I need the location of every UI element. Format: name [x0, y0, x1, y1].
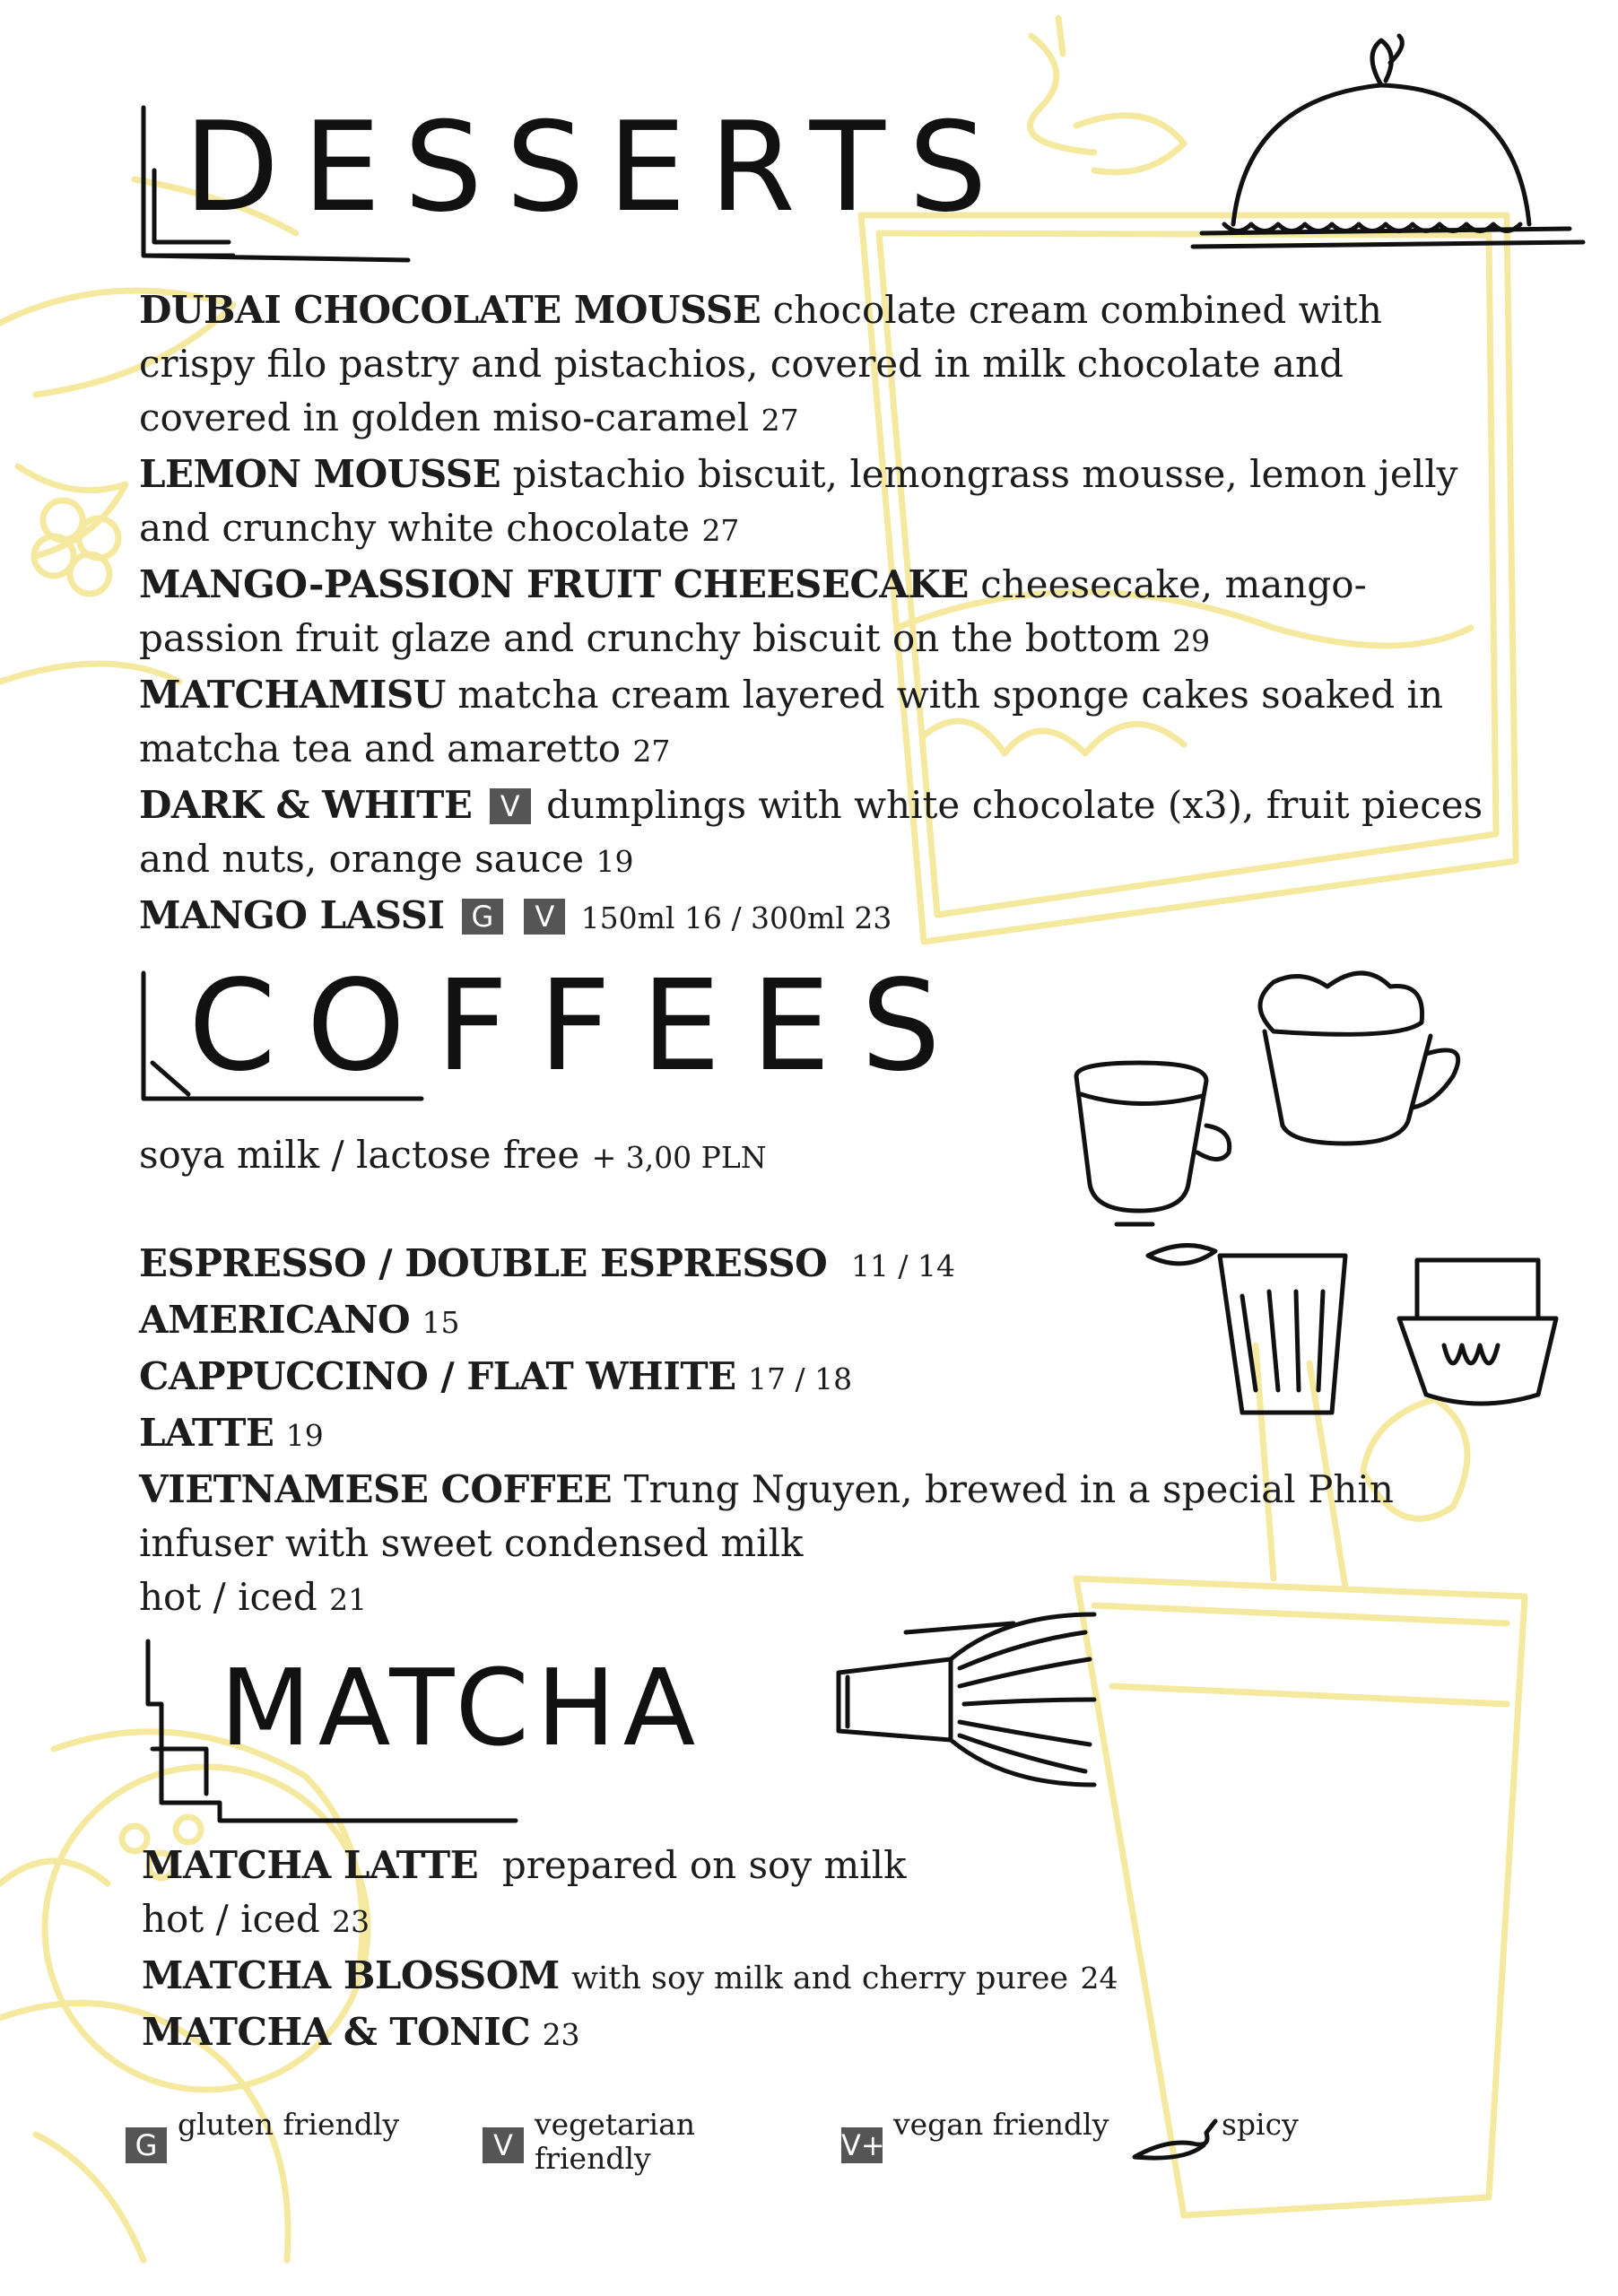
item-name: MANGO LASSI: [139, 893, 445, 937]
item-description: prepared on soy milk: [501, 1843, 907, 1887]
legend-label: vegetarian friendly: [535, 2107, 696, 2176]
item-name: AMERICANO: [139, 1298, 411, 1342]
list-item: [139, 889, 1502, 945]
item-price: 15: [422, 1305, 460, 1340]
item-price: 27: [761, 403, 799, 438]
vegetarian-badge: V: [483, 2127, 524, 2163]
list-item: [142, 2005, 1442, 2062]
note-price: + 3,00 PLN: [591, 1140, 767, 1175]
legend-label: spicy: [1222, 2107, 1299, 2142]
list-item: [139, 1406, 1440, 1463]
item-price: 17 / 18: [748, 1361, 853, 1396]
item-price: 21: [329, 1582, 368, 1617]
item-variant: hot / iced: [139, 1575, 318, 1619]
coffees-heading: COFFEES: [188, 953, 971, 1100]
legend-label: vegan friendly: [893, 2107, 1109, 2142]
note-text: soya milk / lactose free: [139, 1133, 580, 1177]
item-name: DARK & WHITE: [139, 783, 473, 827]
gluten-badge: G: [462, 899, 503, 935]
item-name: MATCHA BLOSSOM: [142, 1953, 560, 1997]
item-variant: hot / iced: [142, 1897, 320, 1941]
item-price: 23: [542, 2017, 580, 2052]
item-name: MATCHAMISU: [139, 673, 446, 717]
item-name: LEMON MOUSSE: [139, 452, 501, 496]
item-price: 24: [1080, 1961, 1118, 1996]
list-item: [139, 1237, 1440, 1293]
item-price: 29: [1172, 623, 1211, 658]
item-name: LATTE: [139, 1411, 274, 1455]
item-description: pistachio biscuit, lemongrass mousse, lemon jelly and crunchy white chocolate: [139, 452, 1458, 550]
list-item: [139, 448, 1502, 558]
vegetarian-badge: V: [524, 899, 565, 935]
item-description: with soy milk and cherry puree: [571, 1961, 1069, 1996]
item-name: MATCHA & TONIC: [142, 2010, 531, 2054]
matcha-list: [142, 1839, 1442, 2062]
item-price: 27: [632, 734, 671, 769]
list-item: [139, 1350, 1440, 1406]
list-item: [139, 283, 1502, 448]
item-price: 19: [596, 844, 634, 879]
list-item: [139, 668, 1502, 778]
item-price: 11 / 14: [850, 1248, 956, 1283]
list-item: [142, 1839, 1442, 1949]
item-name: VIETNAMESE COFFEE: [139, 1467, 613, 1511]
desserts-list: [139, 283, 1502, 945]
item-price: 19: [285, 1418, 324, 1453]
list-item: [139, 1293, 1440, 1350]
vegetarian-badge: V: [490, 788, 531, 824]
item-price: 27: [701, 513, 740, 548]
item-description: Trung Nguyen, brewed in a special Phin infuser with sweet condensed milk: [139, 1467, 1394, 1565]
vegan-badge: V+: [841, 2128, 885, 2162]
list-item: [139, 558, 1502, 668]
item-description: matcha cream layered with sponge cakes soaked in matcha tea and amaretto: [139, 673, 1443, 770]
coffees-list: [139, 1237, 1440, 1627]
milk-option-note: [139, 1128, 767, 1185]
item-name: MATCHA LATTE: [142, 1843, 479, 1887]
list-item: [142, 1949, 1442, 2005]
item-name: MANGO-PASSION FRUIT CHEESECAKE: [139, 562, 969, 606]
item-price: 23: [332, 1904, 370, 1939]
item-price: 150ml 16 / 300ml 23: [580, 900, 892, 935]
list-item: [139, 778, 1502, 889]
matcha-heading: MATCHA: [220, 1646, 703, 1770]
legend-label: gluten friendly: [178, 2107, 400, 2142]
item-name: DUBAI CHOCOLATE MOUSSE: [139, 288, 761, 332]
item-name: CAPPUCCINO / FLAT WHITE: [139, 1354, 736, 1398]
desserts-heading: DESSERTS: [184, 95, 1011, 239]
item-description: chocolate cream combined with crispy filo pastry and pistachios, covered in milk chocolate and covered in golden miso-caramel: [139, 288, 1382, 439]
item-name: ESPRESSO / DOUBLE ESPRESSO: [139, 1241, 828, 1285]
gluten-badge: G: [126, 2127, 167, 2163]
list-item: [139, 1463, 1440, 1627]
item-description: cheesecake, mango-passion fruit glaze and crunchy biscuit on the bottom: [139, 562, 1367, 660]
item-description: dumplings with white chocolate (x3), fruit pieces and nuts, orange sauce: [139, 783, 1483, 881]
